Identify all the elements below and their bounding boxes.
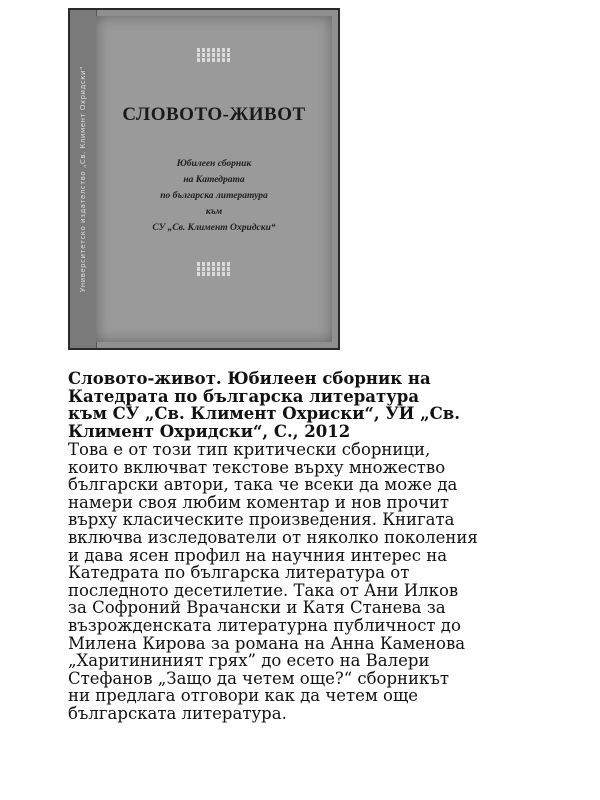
body-line: Катедрата по българска литература от (68, 563, 410, 583)
body-line: Това е от този тип критически сборници, (68, 440, 431, 459)
ornament-top-icon (197, 48, 231, 62)
spine-text: Университетско издателство „Св. Климент Охридски“ (79, 65, 87, 293)
book-citation-heading (68, 370, 588, 440)
body-line: включва изследователи от няколко поколения (68, 527, 478, 547)
ornament-bottom-icon (197, 262, 231, 276)
cover-subtitle-line: на Катедрата (183, 175, 245, 185)
body-line: „Харитининият грях” до есето на Валери (68, 651, 430, 671)
body-line: които включват текстове върху множество (68, 457, 446, 477)
book-cover (68, 8, 340, 350)
body-line: намери своя любим коментар и нов прочит (68, 492, 450, 512)
body-line: възрожденската литературна публичност до (68, 615, 461, 635)
heading-line: Климент Охридски“, С., 2012 (68, 421, 351, 441)
body-line: българската литература. (68, 703, 287, 723)
cover-subtitle-line: СУ „Св. Климент Охридски“ (152, 223, 276, 233)
heading-line: Катедрата по българска литература (68, 386, 420, 406)
body-line: и дава ясен профил на научния интерес на (68, 545, 448, 565)
body-line: български автори, така че всеки да може да (68, 475, 458, 495)
cover-title: СЛОВОТО-ЖИВОТ (122, 104, 306, 125)
cover-subtitle-line: Юбилеен сборник (176, 159, 252, 169)
book-spine (70, 10, 97, 348)
heading-line: Словото-живот. Юбилеен сборник на (68, 369, 431, 388)
cover-panel (96, 16, 332, 342)
review-body (68, 441, 593, 723)
cover-subtitle (106, 156, 322, 236)
body-line: върху класическите произведения. Книгата (68, 510, 455, 530)
body-line: за Софроний Врачански и Катя Станева за (68, 598, 446, 618)
body-line: последното десетилетие. Така от Ани Илков (68, 580, 459, 600)
cover-subtitle-line: към (205, 207, 223, 217)
body-line: Стефанов „Защо да четем още?“ сборникът (68, 668, 449, 688)
heading-line: към СУ „Св. Климент Охриски“, УИ „Св. (68, 404, 460, 423)
body-line: ни предлага отговори как да четем още (68, 686, 419, 706)
cover-subtitle-line: по българска литература (160, 191, 268, 201)
body-line: Милена Кирова за романа на Анна Каменова (68, 633, 466, 653)
